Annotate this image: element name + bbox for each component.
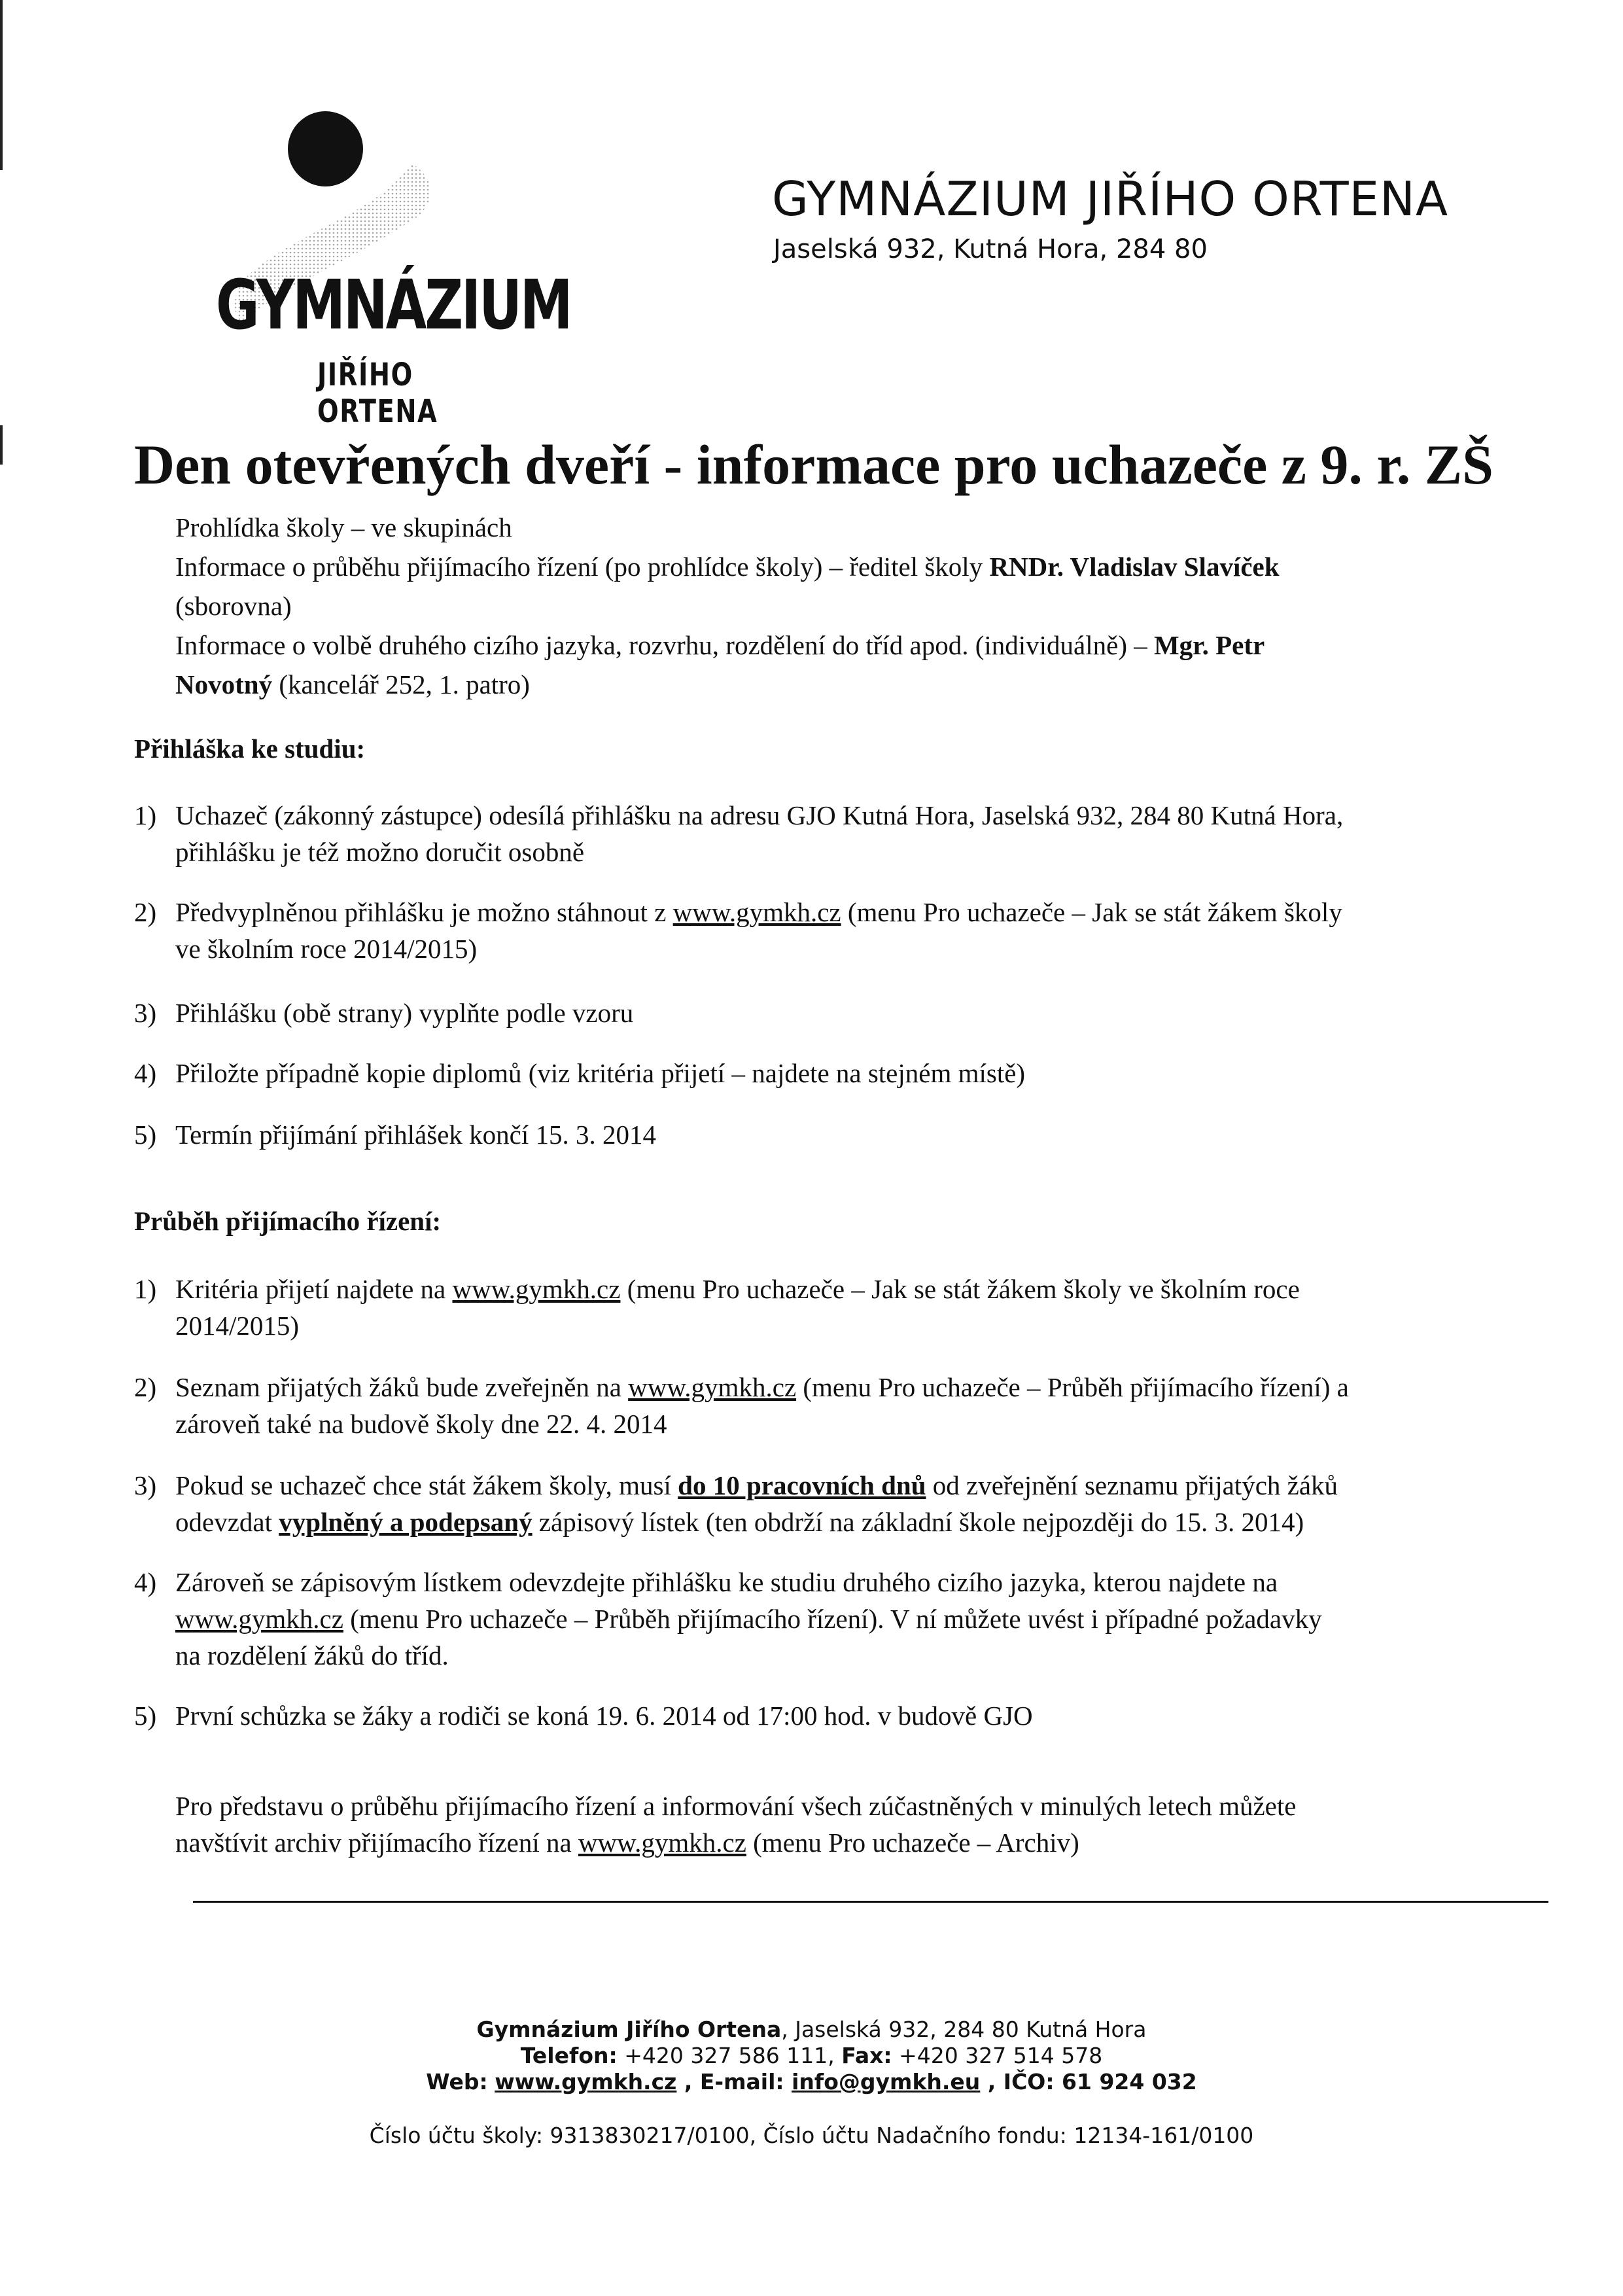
application-item-2: Předvyplněnou přihlášku je možno stáhnout z www.gymkh.cz (menu Pro uchazeče – Jak se stát žákem školy ve školním roce 2014/2015) [175, 897, 1342, 964]
application-item-2-number: 2) [134, 897, 157, 927]
logo-dot-icon [288, 111, 363, 186]
website-link[interactable]: www.gymkh.cz [672, 897, 841, 927]
application-item-4: Přiložte případně kopie diplomů (viz kritéria přijetí – najdete na stejném místě) [175, 1058, 1026, 1088]
procedure-item-2-number: 2) [134, 1372, 157, 1402]
website-link[interactable]: www.gymkh.cz [452, 1274, 621, 1304]
closing-paragraph: Pro představu o průběhu přijímacího řízení a informování všech zúčastněných v minulých letech můžete navštívit archiv přijímacího řízení na www.gymkh.cz (menu Pro uchazeče – Archiv) [175, 1791, 1297, 1858]
application-item-5: Termín přijímání přihlášek končí 15. 3. 2014 [175, 1120, 656, 1150]
footer-divider [193, 1901, 1548, 1903]
procedure-item-5-number: 5) [134, 1701, 157, 1731]
school-address: Jaselská 932, Kutná Hora, 284 80 [773, 234, 1208, 264]
application-item-1: Uchazeč (zákonný zástupce) odesílá přihlášku na adresu GJO Kutná Hora, Jaselská 932, 284 80 Kutná Hora, přihlášku je též možno doručit osobně [175, 800, 1344, 867]
procedure-item-2: Seznam přijatých žáků bude zveřejněn na www.gymkh.cz (menu Pro uchazeče – Průběh přijímacího řízení) a zároveň také na budově školy dne 22. 4. 2014 [175, 1372, 1349, 1439]
intro-line-2: Informace o průběhu přijímacího řízení (po prohlídce školy) – ředitel školy RNDr. Vladislav Slavíček [175, 552, 1280, 582]
application-item-5-number: 5) [134, 1120, 157, 1150]
application-heading: Přihláška ke studiu: [134, 733, 366, 764]
footer-line-1: Gymnázium Jiřího Ortena, Jaselská 932, 284 80 Kutná Hora [476, 2017, 1147, 2042]
footer-email-link[interactable]: info@gymkh.eu [792, 2069, 981, 2094]
footer-bank-accounts: Číslo účtu školy: 9313830217/0100, Číslo účtu Nadačního fondu: 12134-161/0100 [369, 2123, 1254, 2148]
procedure-item-4-number: 4) [134, 1567, 157, 1597]
school-logo [196, 98, 571, 430]
website-link[interactable]: www.gymkh.cz [628, 1372, 797, 1402]
website-link[interactable]: www.gymkh.cz [175, 1604, 343, 1634]
intro-line-5: Novotný (kancelář 252, 1. patro) [175, 669, 530, 699]
footer-line-2: Telefon: +420 327 586 111, Fax: +420 327 514 578 [520, 2043, 1103, 2068]
application-item-1-number: 1) [134, 800, 157, 830]
intro-line-4: Informace o volbě druhého cizího jazyka, rozvrhu, rozdělení do tříd apod. (individuálně) – Mgr. Petr [175, 630, 1265, 660]
intro-line-1: Prohlídka školy – ve skupinách [175, 512, 512, 542]
procedure-item-3-number: 3) [134, 1470, 157, 1500]
procedure-item-4: Zároveň se zápisovým lístkem odevzdejte přihlášku ke studiu druhého cizího jazyka, kterou najdete na www.gymkh.cz (menu Pro uchazeče – Průběh přijímacího řízení). V ní můžete uvést i případné požadavky na rozdělení žáků do tříd. [175, 1567, 1322, 1670]
procedure-item-5: První schůzka se žáky a rodiči se koná 19. 6. 2014 od 17:00 hod. v budově GJO [175, 1701, 1033, 1731]
scan-edge-mark-top [0, 0, 3, 170]
application-item-3: Přihlášku (obě strany) vyplňte podle vzoru [175, 998, 634, 1028]
procedure-item-1: Kritéria přijetí najdete na www.gymkh.cz (menu Pro uchazeče – Jak se stát žákem školy ve školním roce 2014/2015) [175, 1274, 1300, 1341]
intro-line-3: (sborovna) [175, 591, 292, 621]
procedure-item-1-number: 1) [134, 1274, 157, 1304]
procedure-heading: Průběh přijímacího řízení: [134, 1206, 442, 1236]
footer-web-link[interactable]: www.gymkh.cz [495, 2069, 677, 2094]
footer-line-3: Web: www.gymkh.cz , E-mail: info@gymkh.eu , IČO: 61 924 032 [426, 2069, 1197, 2094]
website-link[interactable]: www.gymkh.cz [578, 1828, 746, 1858]
application-item-4-number: 4) [134, 1058, 157, 1088]
scan-edge-mark-middle [0, 425, 3, 465]
logo-subtitle: JIŘÍHO ORTENA [317, 357, 438, 430]
application-item-3-number: 3) [134, 998, 157, 1028]
procedure-item-3: Pokud se uchazeč chce stát žákem školy, musí do 10 pracovních dnů od zveřejnění seznamu přijatých žáků odevzdat vyplněný a podepsaný zápisový lístek (ten obdrží na základní škole nejpozději do 15. 3. 2014) [175, 1470, 1338, 1537]
school-name: GYMNÁZIUM JIŘÍHO ORTENA [772, 171, 1449, 226]
page-title: Den otevřených dveří - informace pro uchazeče z 9. r. ZŠ [134, 433, 1493, 496]
logo-wordmark: GYMNÁZIUM [216, 265, 571, 345]
